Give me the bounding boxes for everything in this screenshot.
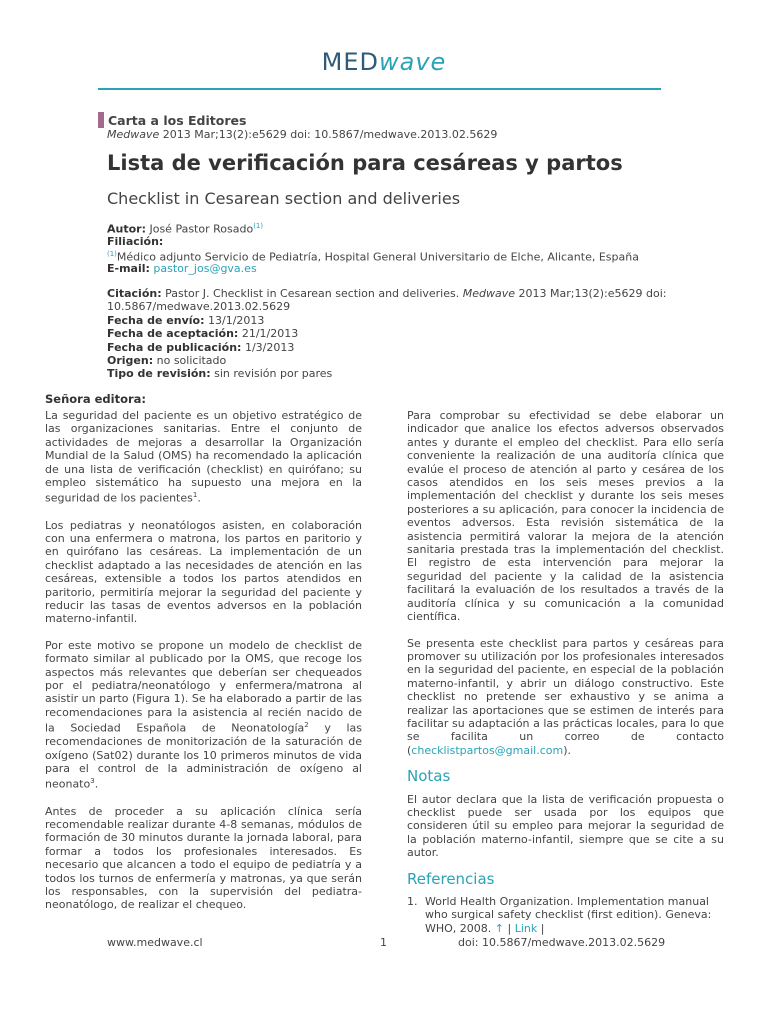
paragraph-text: Se presenta este checklist para partos y cesáreas para promover su utilización por los profesionales interesados en la seguridad del paciente, en especial de la población materno-infantil, y abrir un diálogo constructivo. Este checklist no pretende ser exhaustivo y se anima a realizar las aportaciones que se estimen de interés para facilitar su adaptación a las prácticas locales, para lo que se facilita un correo de contacto xyxy=(407,636,724,744)
reference-text: World Health Organization. Implementation manual who surgical safety checklist (first edition). Geneva: WHO, 2008. xyxy=(425,895,712,935)
article-subtitle: Checklist in Cesarean section and deliveries xyxy=(107,189,461,208)
accepted-date-value: 21/1/2013 xyxy=(238,327,299,341)
reference-marker: 1 xyxy=(192,491,198,500)
paragraph-text: ( xyxy=(407,743,412,757)
citation-journal: Medwave xyxy=(462,287,515,300)
citation-text: Pastor J. Checklist in Cesarean section and deliveries. xyxy=(161,287,463,300)
paragraph-text: . xyxy=(197,492,201,506)
journal-citation-line xyxy=(107,128,497,141)
accepted-date-label: Fecha de aceptación: xyxy=(107,327,239,341)
reference-marker: 3 xyxy=(90,777,95,786)
published-date-value: 1/3/2013 xyxy=(241,340,295,354)
footer-page-number: 1 xyxy=(380,936,387,949)
reference-number: 1. xyxy=(407,895,418,908)
reference-link[interactable]: Link xyxy=(514,921,538,935)
review-type-label: Tipo de revisión: xyxy=(107,367,211,381)
header-divider xyxy=(98,88,661,90)
salutation: Señora editora: xyxy=(45,392,147,406)
contact-email-link[interactable]: checklistpartos@gmail.com xyxy=(411,743,564,757)
reference-text-wrap xyxy=(425,895,724,935)
email-link[interactable]: pastor_jos@gva.es xyxy=(153,262,257,275)
paragraph-text: y las recomendaciones de monitorización de la saturación de oxígeno (Sat02) durante los 10 primeros minutos de vida para el control de la administración de oxígeno al neonato xyxy=(45,721,363,792)
citation-label: Citación: xyxy=(107,287,162,300)
section-label: Carta a los Editores xyxy=(98,113,246,128)
references-heading: Referencias xyxy=(407,869,495,888)
citation-doi: 10.5867/medwave.2013.02.5629 xyxy=(107,300,291,314)
right-column xyxy=(407,409,724,935)
published-date-label: Fecha de publicación: xyxy=(107,340,242,354)
footer-site[interactable]: www.medwave.cl xyxy=(107,936,203,949)
paragraph-text: . xyxy=(94,778,99,792)
origin-value: no solicitado xyxy=(153,354,227,368)
sent-date-value: 13/1/2013 xyxy=(204,313,265,327)
paragraph: Los pediatras y neonatólogos asisten, en colaboración con una enfermera o matrona, los partos en paritorio y en quirófano las cesáreas. La implementación de un checklist adaptado a las necesidades de atención en las cesáreas, extensible a todos los partos atendidos en paritorio, permitiría mejorar la seguridad del paciente y reducir las tasas de eventos adversos en la población materno-infantil. xyxy=(45,518,362,626)
paragraph-text: Por este motivo se propone un modelo de checklist de formato similar al publicado por la OMS, que recoge los aspectos más relevantes que deberían ser chequeados por el pediatra/neonatólogo y enfermera/matrona al asistir un parto (Figura 1). Se ha elaborado a partir de las recomendaciones para la asistencia al recién nacido de la Sociedad Española de Neonatología xyxy=(45,638,362,735)
notes-heading: Notas xyxy=(407,767,451,786)
sent-date-label: Fecha de envío: xyxy=(107,313,205,327)
paragraph-text: La seguridad del paciente es un objetivo estratégico de las organizaciones sanitarias. Entre el conjunto de actividades de mejoras a desarrollar la Organización Mundial de la Salud (OMS) ha recomendado la aplicación de una lista de verificación (checklist) en quirófano; su empleo sistemático ha supuesto una mejora en la seguridad de los pacientes xyxy=(45,409,362,506)
back-to-text-arrow-icon[interactable]: ↑ xyxy=(494,921,505,935)
medwave-logo[interactable] xyxy=(0,48,768,76)
review-type-value: sin revisión por pares xyxy=(210,367,333,381)
affiliation-label: Filiación: xyxy=(107,235,164,248)
author-name: José Pastor Rosado xyxy=(145,222,254,236)
citation-text-end: 2013 Mar;13(2):e5629 doi: xyxy=(515,287,667,300)
article-title: Lista de verificación para cesáreas y partos xyxy=(107,151,623,175)
journal-citation-details: 2013 Mar;13(2):e5629 doi: 10.5867/medwave.2013.02.5629 xyxy=(159,128,498,141)
origin-label: Origen: xyxy=(107,354,154,368)
reference-marker: 2 xyxy=(304,721,309,730)
affiliation-text: Médico adjunto Servicio de Pediatría, Hospital General Universitario de Elche, Alicante, España xyxy=(116,250,639,264)
paragraph-text: ). xyxy=(563,743,572,757)
logo-med-text: MED xyxy=(321,48,380,76)
affiliation-label-line xyxy=(107,235,163,248)
paragraph xyxy=(45,639,362,792)
reference-separator: | xyxy=(504,921,515,935)
paragraph xyxy=(45,409,362,506)
author-line xyxy=(107,220,263,236)
email-line xyxy=(107,262,257,275)
paragraph: Para comprobar su efectividad se debe elaborar un indicador que analice los efectos adversos observados antes y durante el empleo del checklist. Para ello sería conveniente la realización de una auditoría clínica que evalúe el proceso de atención al parto y cesárea de los casos atendidos en los seis meses previos a la implementación del checklist y durante los seis meses posteriores a su aplicación, para conocer la incidencia de eventos adversos. Esta revisión sistemática de la asistencia permitirá valorar la mejora de la atención sanitaria prestada tras la implementación del checklist. El registro de esta intervención para mejorar la seguridad del paciente y la calidad de la asistencia facilitará la evaluación de los resultados a través de la auditoría clínica y su comunicación a la comunidad científica. xyxy=(407,409,724,624)
footer-doi: doi: 10.5867/medwave.2013.02.5629 xyxy=(458,936,666,949)
email-label: E-mail: xyxy=(107,262,150,275)
affiliation-ref: (1) xyxy=(107,250,117,258)
author-label: Autor: xyxy=(107,222,146,236)
logo-wave-text: wave xyxy=(379,48,447,76)
journal-name: Medwave xyxy=(107,128,160,141)
paragraph xyxy=(407,637,724,758)
reference-item xyxy=(407,895,724,935)
notes-paragraph: El autor declara que la lista de verificación propuesta o checklist puede ser usada por los equipos que consideren útil su empleo para mejorar la seguridad de la población materno-infantil, siempre que se cite a su autor. xyxy=(407,792,724,860)
reference-separator: | xyxy=(537,921,545,935)
paragraph: Antes de proceder a su aplicación clínica sería recomendable realizar durante 4-8 semanas, módulos de formación de 30 minutos durante la jornada laboral, para formar a todos los profesionales interesados. Es necesario que alcancen a todo el equipo de pediatría y a todos los turnos de enfermería y matronas, ya que serán los responsables, con la supervisión del pediatra-neonatólogo, de realizar el chequeo. xyxy=(45,804,362,912)
left-column xyxy=(45,409,362,925)
author-affiliation-ref[interactable]: (1) xyxy=(253,222,264,230)
citation-block xyxy=(107,287,667,381)
